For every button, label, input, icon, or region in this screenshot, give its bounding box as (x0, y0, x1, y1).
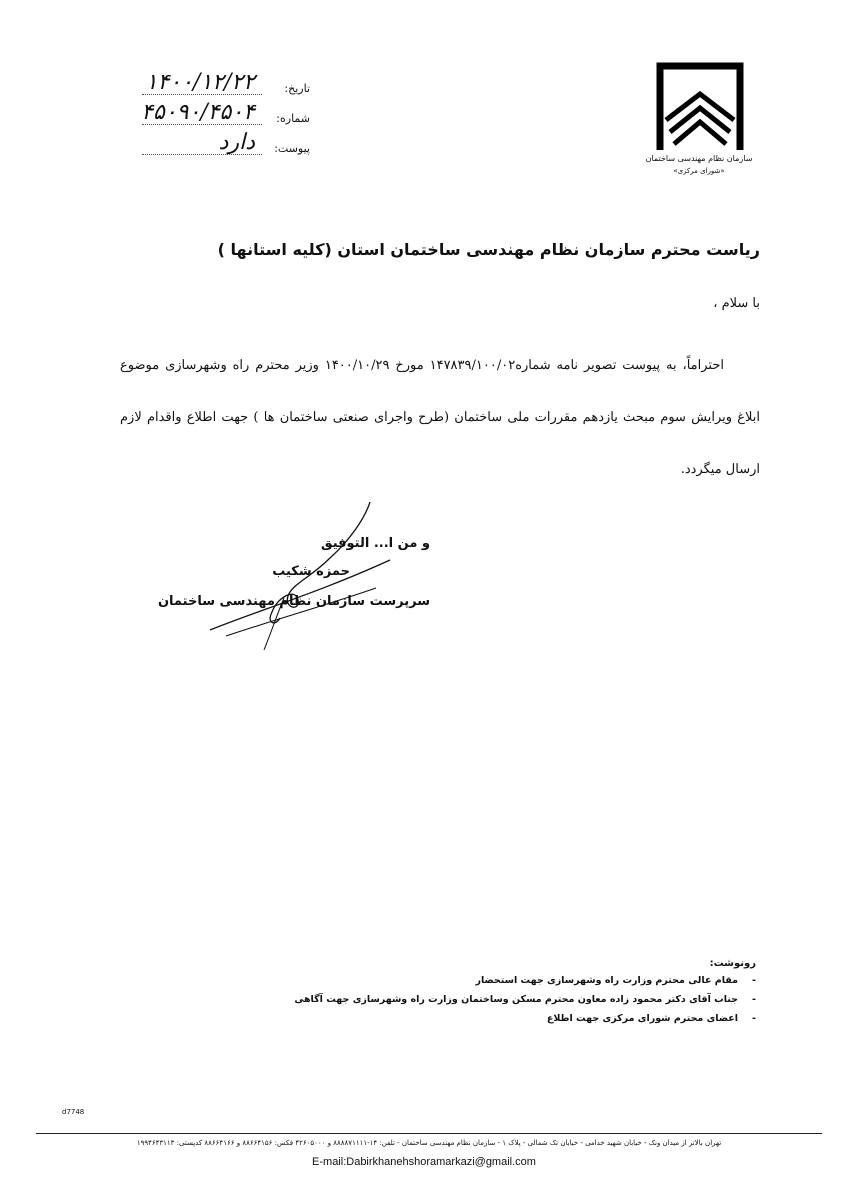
number-row (90, 100, 310, 136)
signature-closing: و من ا... التوفیق (320, 536, 430, 551)
attachment-row (90, 130, 310, 166)
attachment-label: پیوست: (274, 142, 310, 155)
cc-bullet: - (752, 1013, 756, 1024)
greeting: با سلام ، (713, 296, 760, 311)
footer-email[interactable]: E-mail:Dabirkhanehshoramarkazi@gmail.com (312, 1156, 536, 1168)
signatory-name: حمزه شکیب (272, 564, 350, 579)
cc-item-text: اعضای محترم شورای مرکزی جهت اطلاع (546, 1013, 738, 1024)
cc-item-text: مقام عالی محترم وزارت راه وشهرسازی جهت استحضار (475, 975, 738, 986)
cc-item-text: جناب آقای دکتر محمود زاده معاون محترم مسکن وساختمان وزارت راه وشهرسازی جهت آگاهی (294, 994, 738, 1005)
letter-body-text: احتراماً، به پیوست تصویر نامه شماره۱۴۷۸۳۹/۱۰۰/۰۲ مورخ ۱۴۰۰/۱۰/۲۹ وزیر محترم راه وشهرسازی موضوع ابلاغ ویرایش سوم مبحث یازدهم مقررات ملی ساختمان (طرح واجرای صنعتی ساختمان ها ) جهت اطلاع واقدام لازم ارسال میگردد. (120, 358, 760, 477)
number-label: شماره: (276, 112, 310, 125)
attachment-value: دارد (218, 130, 255, 155)
number-value: ۴۵۰۹۰/۴۵۰۴ (141, 100, 255, 125)
letter-body (120, 340, 760, 496)
recipient-heading: ریاست محترم سازمان نظام مهندسی ساختمان استان (کلیه استانها ) (217, 240, 760, 259)
cc-bullet: - (752, 975, 756, 986)
signature-block (157, 530, 440, 660)
date-label: تاریخ: (284, 82, 310, 95)
cc-item (196, 994, 756, 1013)
signatory-title: سرپرست سازمان نظام مهندسی ساختمان (157, 594, 430, 609)
letter-meta (90, 70, 310, 166)
cc-title: رونوشت: (709, 958, 756, 969)
cc-block (196, 958, 756, 1032)
org-subtitle: «شورای مرکزی» (673, 167, 725, 175)
footer-divider (36, 1133, 822, 1134)
handwritten-signature (180, 500, 410, 650)
cc-bullet: - (752, 994, 756, 1005)
date-value: ۱۴۰۰/۱۲/۲۲ (145, 70, 255, 95)
cc-item (196, 975, 756, 994)
document-code: d7748 (62, 1108, 85, 1116)
footer-address: تهران بالاتر از میدان ونک - خیابان شهید خدامی - خیابان تک شمالی - پلاک ۱ - سازمان نظام مهندسی ساختمان - تلفن: ۱۴-۸۸۸۸۷۱۱۱۱ و ۴۲۶۰۵۰۰۰ فکس: ۸۸۶۶۴۱۵۶ و ۸۸۶۶۴۱۶۶ کدپستی: ۱۹۹۴۶۴۳۱۱۳ (136, 1139, 722, 1147)
cc-item (196, 1013, 756, 1032)
org-logo-icon (652, 60, 748, 152)
org-name: سازمان نظام مهندسی ساختمان (645, 154, 753, 163)
